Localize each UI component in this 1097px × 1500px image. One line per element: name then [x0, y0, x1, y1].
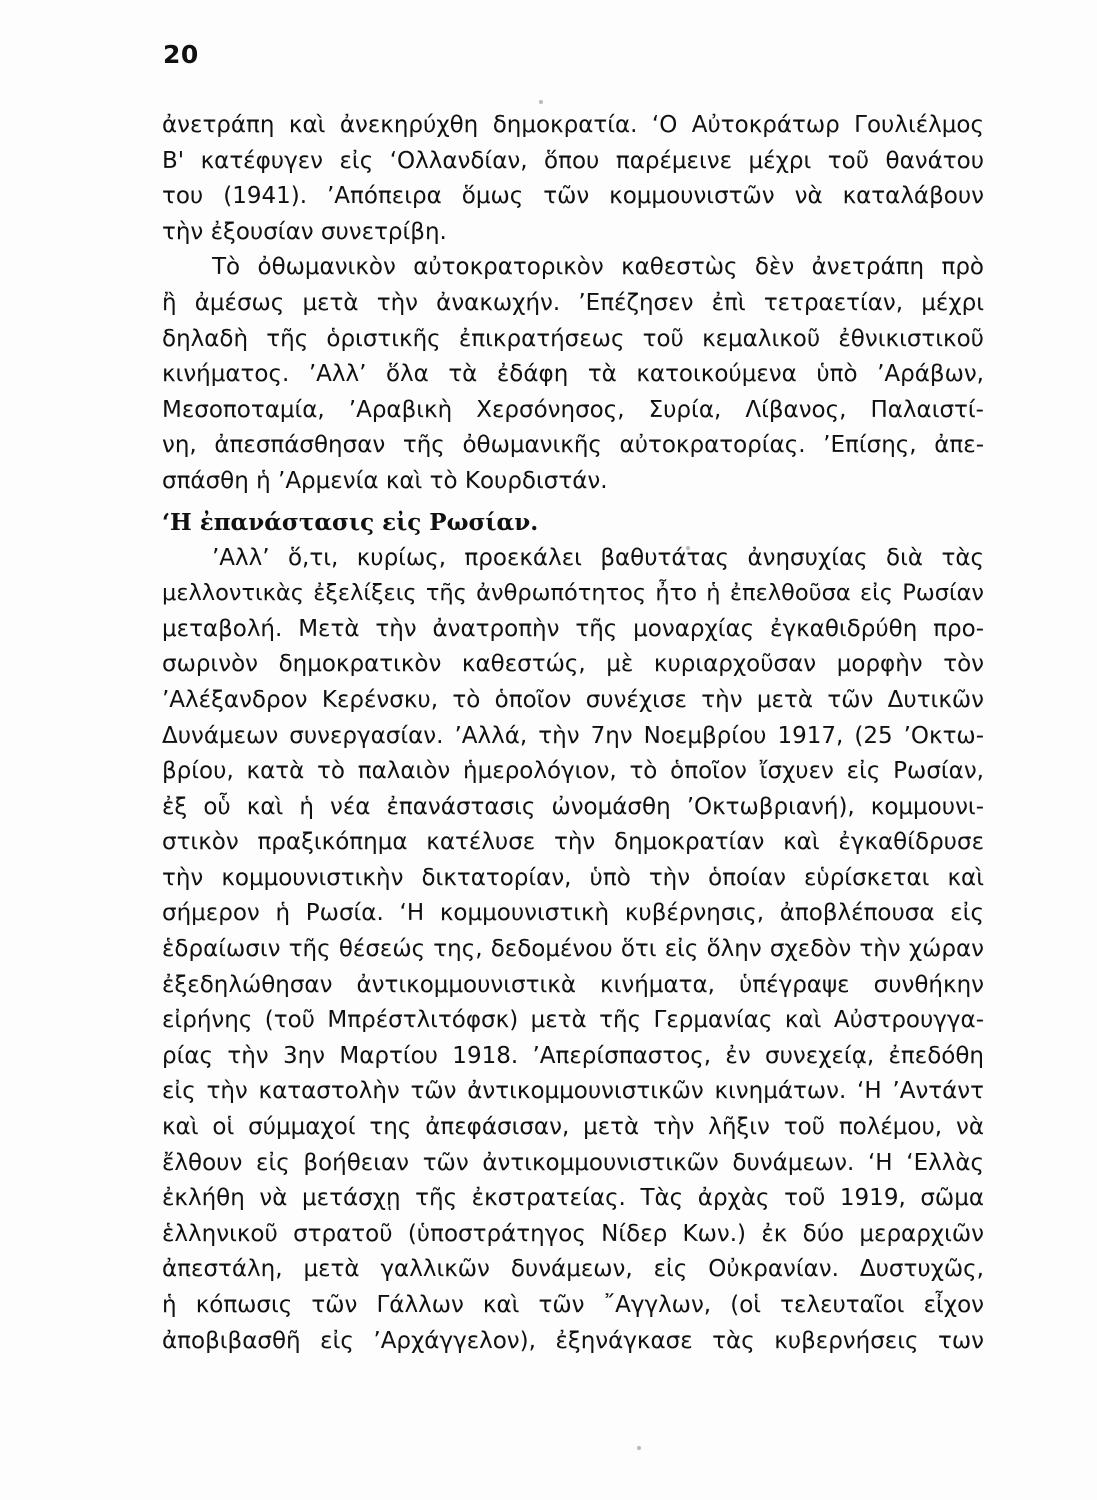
text-line: ἑλληνικοῦ στρατοῦ (ὑποστράτηγος Νίδερ Κων.) ἐκ δύο μεραρχιῶν [162, 1220, 984, 1247]
text-line: ’Αλέξανδρον Κερένσκυ, τὸ ὁποῖον συνέχισε τὴν μετὰ τῶν Δυτικῶν [162, 686, 984, 713]
body-text [162, 108, 984, 1359]
text-line: σωρινὸν δημοκρατικὸν καθεστώς, μὲ κυριαρχοῦσαν μορφὴν τὸν [162, 651, 984, 678]
text-line: εἰρήνης (τοῦ Μπρέστλιτόφσκ) μετὰ τῆς Γερμανίας καὶ Αὐστρουγγα- [162, 1007, 984, 1034]
text-line: τὴν ἐξουσίαν συνετρίβη. [162, 218, 447, 245]
text-line: σπάσθη ἡ ’Αρμενία καὶ τὸ Κουρδιστάν. [162, 467, 608, 494]
text-line: καὶ οἱ σύμμαχοί της ἀπεφάσισαν, μετὰ τὴν λῆξιν τοῦ πολέμου, νὰ [162, 1114, 984, 1141]
text-line: ἢ ἀμέσως μετὰ τὴν ἀνακωχήν. ’Επέζησεν ἐπὶ τετραετίαν, μέχρι [162, 289, 984, 316]
text-line: ἡ κόπωσις τῶν Γάλλων καὶ τῶν ῎Αγγλων, (οἱ τελευταῖοι εἶχον [162, 1292, 984, 1318]
text-line: νη, ἀπεσπάσθησαν τῆς ὀθωμανικῆς αὐτοκρατορίας. ’Επίσης, ἀπε- [162, 432, 984, 459]
text-line: ’Αλλ’ ὅ,τι, κυρίως, προεκάλει βαθυτάτας ἀνησυχίας διὰ τὰς [212, 544, 984, 571]
scan-speck [539, 100, 543, 104]
text-line: ἔλθουν εἰς βοήθειαν τῶν ἀντικομμουνιστικῶν δυνάμεων. ‘Η ‘Ελλὰς [162, 1149, 984, 1176]
text-line: στικὸν πραξικόπημα κατέλυσε τὴν δημοκρατίαν καὶ ἐγκαθίδρυσε [162, 829, 984, 856]
text-line: του (1941). ’Απόπειρα ὅμως τῶν κομμουνιστῶν νὰ καταλάβουν [162, 183, 984, 210]
text-line: Δυνάμεων συνεργασίαν. ’Αλλά, τὴν 7ην Νοεμβρίου 1917, (25 ’Οκτω- [162, 722, 984, 749]
text-line: ρίας τὴν 3ην Μαρτίου 1918. ’Απερίσπαστος, ἐν συνεχείᾳ, ἐπεδόθη [162, 1042, 984, 1069]
text-line: κινήματος. ’Αλλ’ ὅλα τὰ ἐδάφη τὰ κατοικούμενα ὑπὸ ’Αράβων, [162, 361, 984, 388]
text-line: δηλαδὴ τῆς ὁριστικῆς ἐπικρατήσεως τοῦ κεμαλικοῦ ἐθνικιστικοῦ [162, 325, 984, 352]
text-line: εἰς τὴν καταστολὴν τῶν ἀντικομμουνιστικῶν κινημάτων. ‘Η ’Αντάντ [162, 1078, 984, 1105]
text-line: Τὸ ὀθωμανικὸν αὐτοκρατορικὸν καθεστὼς δὲν ἀνετράπη πρὸ [212, 254, 984, 281]
scan-speck [637, 1446, 641, 1450]
text-line: μεταβολή. Μετὰ τὴν ἀνατροπὴν τῆς μοναρχίας ἐγκαθιδρύθη προ- [162, 615, 984, 642]
text-line: ἐξ οὗ καὶ ἡ νέα ἐπανάστασις ὠνομάσθη ’Οκτωβριανή), κομμουνι- [162, 793, 984, 820]
text-line: ἀνετράπη καὶ ἀνεκηρύχθη δημοκρατία. ‘Ο Αὐτοκράτωρ Γουλιέλμος [162, 112, 984, 138]
page-number: 20 [163, 40, 199, 69]
text-line: Μεσοποταμία, ’Αραβικὴ Χερσόνησος, Συρία, Λίβανος, Παλαιστί- [162, 396, 984, 423]
text-line: ἐξεδηλώθησαν ἀντικομμουνιστικὰ κινήματα, ὑπέγραψε συνθήκην [162, 971, 984, 998]
text-line: τὴν κομμουνιστικὴν δικτατορίαν, ὑπὸ τὴν ὁποίαν εὑρίσκεται καὶ [162, 864, 984, 891]
text-line: ἑδραίωσιν τῆς θέσεώς της, δεδομένου ὅτι εἰς ὅλην σχεδὸν τὴν χώραν [162, 936, 984, 963]
text-line: Β' κατέφυγεν εἰς ‘Ολλανδίαν, ὅπου παρέμεινε μέχρι τοῦ θανάτου [162, 147, 984, 174]
text-line: μελλοντικὰς ἐξελίξεις τῆς ἀνθρωπότητος ἦτο ἡ ἐπελθοῦσα εἰς Ρωσίαν [162, 580, 984, 607]
text-line: ἐκλήθη νὰ μετάσχῃ τῆς ἐκστρατείας. Τὰς ἀρχὰς τοῦ 1919, σῶμα [162, 1185, 984, 1212]
text-line: ἀπεστάλη, μετὰ γαλλικῶν δυνάμεων, εἰς Οὐκρανίαν. Δυστυχῶς, [162, 1256, 984, 1283]
text-line: ἀποβιβασθῆ εἰς ’Αρχάγγελον), ἐξηνάγκασε τὰς κυβερνήσεις των [162, 1327, 984, 1354]
text-line: σήμερον ἡ Ρωσία. ‘Η κομμουνιστικὴ κυβέρνησις, ἀποβλέπουσα εἰς [162, 900, 984, 927]
text-line: βρίου, κατὰ τὸ παλαιὸν ἡμερολόγιον, τὸ ὁποῖον ἴσχυεν εἰς Ρωσίαν, [162, 758, 984, 785]
section-heading: ‘Η ἐπανάστασις εἰς Ρωσίαν. [162, 508, 539, 536]
